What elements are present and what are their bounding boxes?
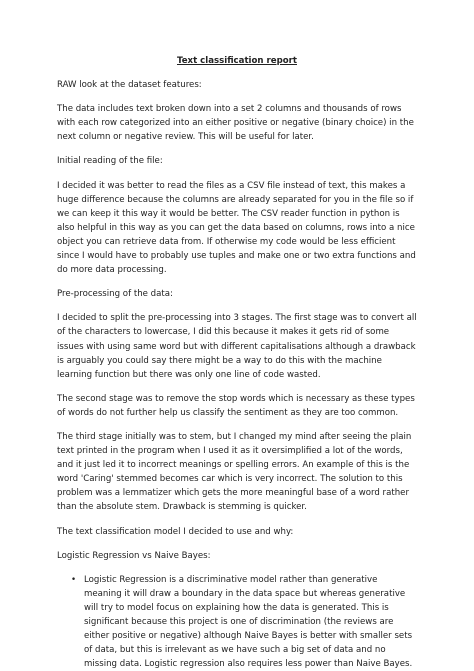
paragraph-comparison-heading: Logistic Regression vs Naive Bayes: bbox=[57, 550, 211, 561]
bullet-list bbox=[57, 573, 417, 671]
paragraph-dataset-description: The data includes text broken down into a set 2 columns and thousands of rows with each row categorized into an either positive or negative (binary choice) in the next column or negative review. This will be useful for later. bbox=[57, 104, 414, 143]
document-title: Text classification report bbox=[176, 56, 297, 66]
paragraph-preprocessing-stage-three: The third stage initially was to stem, but I changed my mind after seeing the plain text printed in the program when I used it as it oversimplified a lot of the words, and it just led it to incorrect meanings or spelling errors. An example of this is the word 'Caring' stemmed becomes car which is very incorrect. The solution to this problem was a lemmatizer which gets the more meaningful base of a word rather than the absolute stem. Drawback is stemming is quicker. bbox=[57, 431, 412, 513]
paragraph-csv-reading: I decided it was better to read the files as a CSV file instead of text, this makes a huge difference because the columns are already separated for you in the file so if we can keep it this way it would be better. The CSV reader function in python is also helpful in this way as you can get the data based on columns, rows into a nice object you can retrieve data from. If otherwise my code would be less efficient since I would have to probably use tuples and make one or two extra functions and do more data processing. bbox=[57, 180, 416, 276]
paragraph-raw-look-heading: RAW look at the dataset features: bbox=[57, 80, 202, 91]
bullet-point-icon: • bbox=[71, 574, 77, 585]
paragraph-preprocessing-stage-one: I decided to split the pre-processing into 3 stages. The first stage was to convert all of the characters to lowercase, I did this because it makes it gets rid of some issues with using same word but with different capitalisations although a drawback is arguably you could say there might be a way to do this with the machine learning function but there was only one line of code wasted. bbox=[57, 313, 417, 380]
paragraph-preprocessing-stage-two: The second stage was to remove the stop words which is necessary as these types of words do not further help us classify the sentiment as they are too common. bbox=[57, 393, 415, 418]
paragraph-model-choice-heading: The text classification model I decided to use and why: bbox=[57, 526, 294, 537]
bullet-item-text: Logistic Regression is a discriminative model rather than generative meaning it will draw a boundary in the data space but whereas generative will try to model focus on explaining how the data is generated. This is significant because this project is one of discrimination (the reviews are either positive or negative) although Naive Bayes is better with smaller sets of data, but this is irrelevant as we have such a big set of data and no missing data. Logistic regression also requires less power than Naive Bayes. bbox=[84, 574, 413, 670]
paragraph-initial-reading-heading: Initial reading of the file: bbox=[57, 156, 163, 167]
paragraph-preprocessing-heading: Pre-processing of the data: bbox=[57, 289, 173, 300]
bullet-item-logistic-regression bbox=[57, 573, 417, 671]
